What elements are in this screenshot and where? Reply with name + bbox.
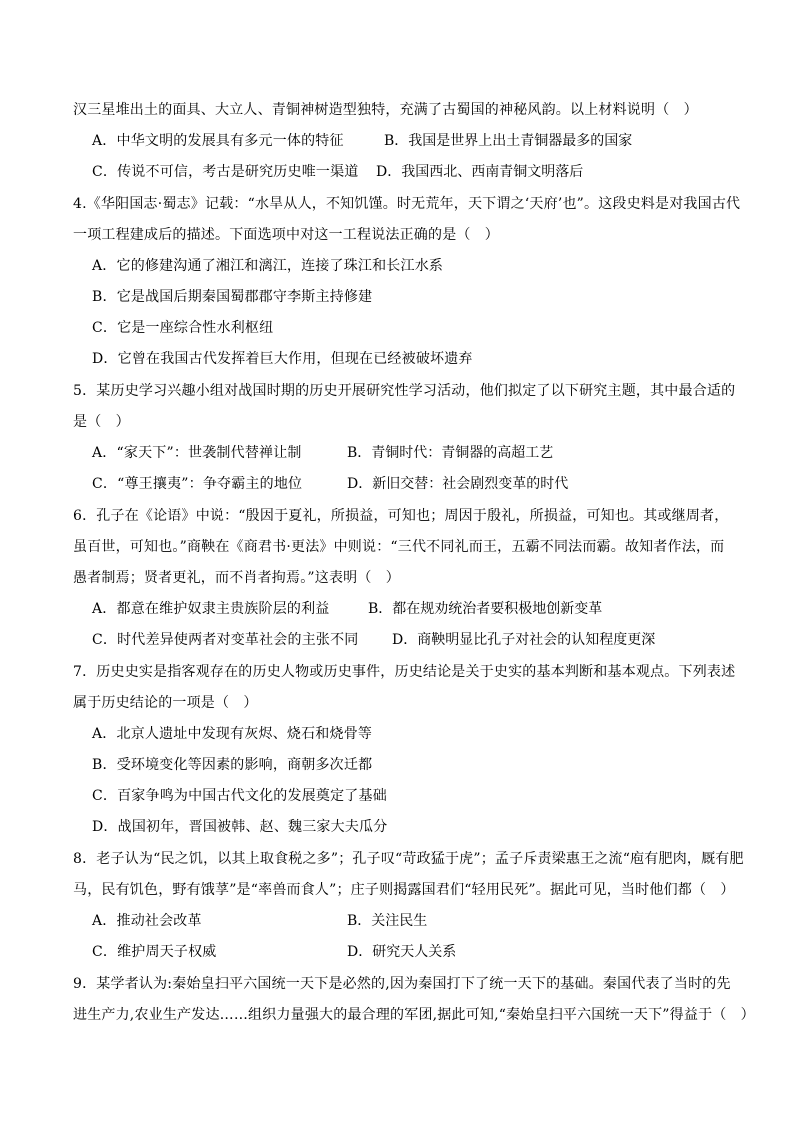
q7-option-d: D．战国初年，晋国被韩、赵、魏三家大夫瓜分 [92, 819, 388, 835]
q6-option-d: D．商鞅明显比孔子对社会的认知程度更深 [392, 632, 656, 648]
q8-stem-line2: 马，民有饥色，野有饿莩”是“率兽而食人”；庄子则揭露国君们“轻用民死”。据此可见，当时他们都（ ） [73, 882, 735, 898]
q3-option-c: C．传说不可信，考古是研究历史唯一渠道 [92, 164, 359, 180]
q4-option-b: B．它是战国后期秦国蜀郡郡守李斯主持修建 [92, 289, 373, 305]
q7-option-a: A．北京人遗址中发现有灰烬、烧石和烧骨等 [92, 726, 373, 742]
q9-stem-line1: 9．某学者认为:秦始皇扫平六国统一天下是必然的,因为秦国打下了统一天下的基础。秦国代表了当时的先 [73, 976, 731, 992]
q8-option-d: D．研究天人关系 [347, 944, 457, 960]
q8-option-a: A．推动社会改革 [92, 913, 202, 929]
q4-option-c: C．它是一座综合性水利枢纽 [92, 320, 274, 336]
q3-stem: 汉三星堆出土的面具、大立人、青铜神树造型独特，充满了古蜀国的神秘风韵。以上材料说明（ ） [73, 102, 698, 118]
q7-option-b: B．受环境变化等因素的影响，商朝多次迁都 [92, 757, 373, 773]
q5-stem-line2: 是（ ） [73, 414, 130, 430]
q4-option-a: A．它的修建沟通了湘江和漓江，连接了珠江和长江水系 [92, 258, 444, 274]
q3-option-a: A．中华文明的发展具有多元一体的特征 [92, 133, 344, 149]
q3-option-d: D．我国西北、西南青铜文明落后 [376, 164, 584, 180]
q5-option-c: C．“尊王攘夷”：争夺霸主的地位 [92, 476, 303, 492]
q6-option-b: B．都在规劝统治者要积极地创新变革 [368, 601, 603, 617]
q5-option-a: A．“家天下”：世袭制代替禅让制 [92, 445, 302, 461]
q9-stem-line2: 进生产力,农业生产发达……组织力量强大的最合理的军团,据此可知,“秦始皇扫平六国统一天下”得益于（ ） [73, 1007, 755, 1023]
q7-stem-line1: 7．历史史实是指客观存在的历史人物或历史事件，历史结论是关于史实的基本判断和基本观点。下列表述 [73, 664, 736, 680]
q8-option-c: C．维护周天子权威 [92, 944, 217, 960]
q7-option-c: C．百家争鸣为中国古代文化的发展奠定了基础 [92, 788, 387, 804]
q6-option-c: C．时代差异使两者对变革社会的主张不同 [92, 632, 359, 648]
q8-option-b: B．关注民生 [347, 913, 428, 929]
q4-stem-line1: 4.《华阳国志·蜀志》记载：“水旱从人，不知饥馑。时无荒年，天下谓之‘天府’也”。这段史料是对我国古代 [73, 196, 741, 212]
q6-stem-line3: 愚者制焉；贤者更礼，而不肖者拘焉。”这表明（ ） [73, 570, 400, 586]
q8-stem-line1: 8．老子认为“民之饥，以其上取食税之多”；孔子叹“苛政猛于虎”；孟子斥责梁惠王之流“庖有肥肉，厩有肥 [73, 851, 744, 867]
q5-option-d: D．新旧交替：社会剧烈变革的时代 [347, 476, 569, 492]
q3-option-b: B．我国是世界上出土青铜器最多的国家 [384, 133, 633, 149]
q4-option-d: D．它曾在我国古代发挥着巨大作用，但现在已经被破坏遗弃 [92, 351, 473, 367]
q6-stem-line1: 6．孔子在《论语》中说：“殷因于夏礼，所损益，可知也；周因于殷礼，所损益，可知也。其或继周者， [73, 508, 729, 524]
q4-stem-line2: 一项工程建成后的描述。下面选项中对这一工程说法正确的是（ ） [73, 227, 499, 243]
q6-option-a: A．都意在维护奴隶主贵族阶层的利益 [92, 601, 330, 617]
q5-stem-line1: 5．某历史学习兴趣小组对战国时期的历史开展研究性学习活动，他们拟定了以下研究主题，其中最合适的 [73, 383, 736, 399]
q7-stem-line2: 属于历史结论的一项是（ ） [73, 695, 258, 711]
q5-option-b: B．青铜时代：青铜器的高超工艺 [347, 445, 554, 461]
q6-stem-line2: 虽百世，可知也。”商鞅在《商君书·更法》中则说：“三代不同礼而王，五霸不同法而霸。故知者作法，而 [73, 539, 725, 555]
